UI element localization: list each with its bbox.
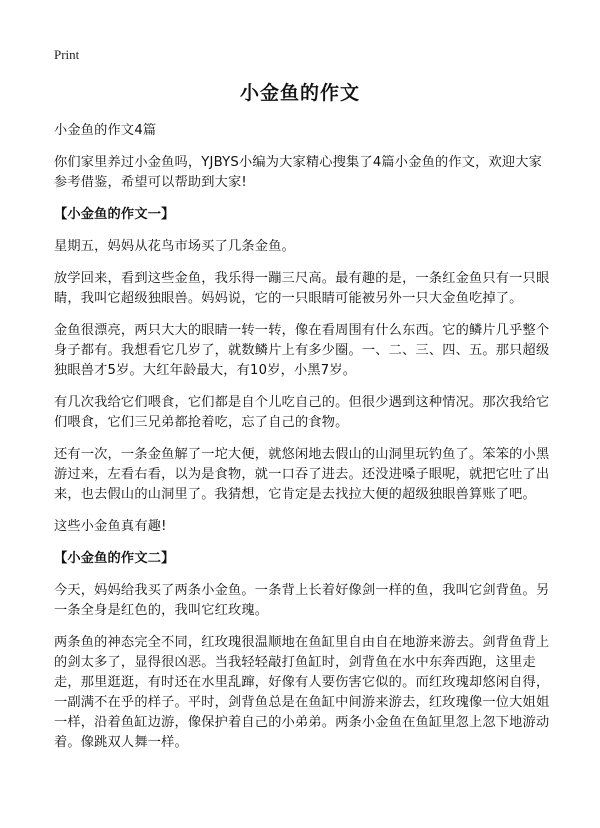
page-title: 小金鱼的作文 [239, 82, 360, 104]
section-heading-1: 【小金鱼的作文一】 [54, 207, 175, 222]
print-link[interactable]: Print [54, 47, 80, 62]
paragraph: 还有一次，一条金鱼解了一坨大便，就悠闲地去假山的山洞里玩钓鱼了。笨笨的小黑游过来，左看右看，以为是食物，就一口吞了进去。还没进嗓子眼呢，就把它吐了出来，也去假山的山洞里了。我猜想，它肯定是去找拉大便的超级独眼兽算账了吧。 [54, 447, 550, 502]
paragraph: 有几次我给它们喂食，它们都是自个儿吃自己的。但很少遇到这种情况。那次我给它们喂食，它们三兄弟都抢着吃，忘了自己的食物。 [54, 395, 550, 430]
paragraph: 今天，妈妈给我买了两条小金鱼。一条背上长着好像剑一样的鱼，我叫它剑背鱼。另一条全身是红色的，我叫它红玫瑰。 [54, 583, 550, 618]
paragraph: 放学回来，看到这些金鱼，我乐得一蹦三尺高。最有趣的是，一条红金鱼只有一只眼睛，我叫它超级独眼兽。妈妈说，它的一只眼睛可能被另外一只大金鱼吃掉了。 [54, 271, 550, 306]
paragraph: 星期五，妈妈从花鸟市场买了几条金鱼。 [54, 239, 295, 254]
section-heading-2: 【小金鱼的作文二】 [54, 551, 175, 566]
intro-paragraph: 你们家里养过小金鱼吗，YJBYS小编为大家精心搜集了4篇小金鱼的作文，欢迎大家参考借鉴，希望可以帮助到大家! [54, 155, 543, 190]
paragraph: 金鱼很漂亮，两只大大的眼睛一转一转，像在看周围有什么东西。它的鳞片几乎整个身子都有。我想看它几岁了，就数鳞片上有多少圈。一、二、三、四、五。那只超级独眼兽才5岁。大红年龄最大，有10岁，小黑7岁。 [54, 323, 550, 378]
paragraph: 两条鱼的神态完全不同，红玫瑰很温顺地在鱼缸里自由自在地游来游去。剑背鱼背上的剑太多了，显得很凶恶。当我轻轻敲打鱼缸时，剑背鱼在水中东奔西跑，这里走走，那里逛逛，有时还在水里乱蹿，好像有人要伤害它似的。而红玫瑰却悠闲自得，一副满不在乎的样子。平时，剑背鱼总是在鱼缸中间游来游去，红玫瑰像一位大姐姐一样，沿着鱼缸边游，像保护着自己的小弟弟。两条小金鱼在鱼缸里忽上忽下地游动着。像跳双人舞一样。 [54, 635, 550, 750]
article-subtitle: 小金鱼的作文4篇 [54, 123, 157, 138]
article-body [54, 121, 550, 765]
paragraph: 这些小金鱼真有趣! [54, 519, 167, 534]
